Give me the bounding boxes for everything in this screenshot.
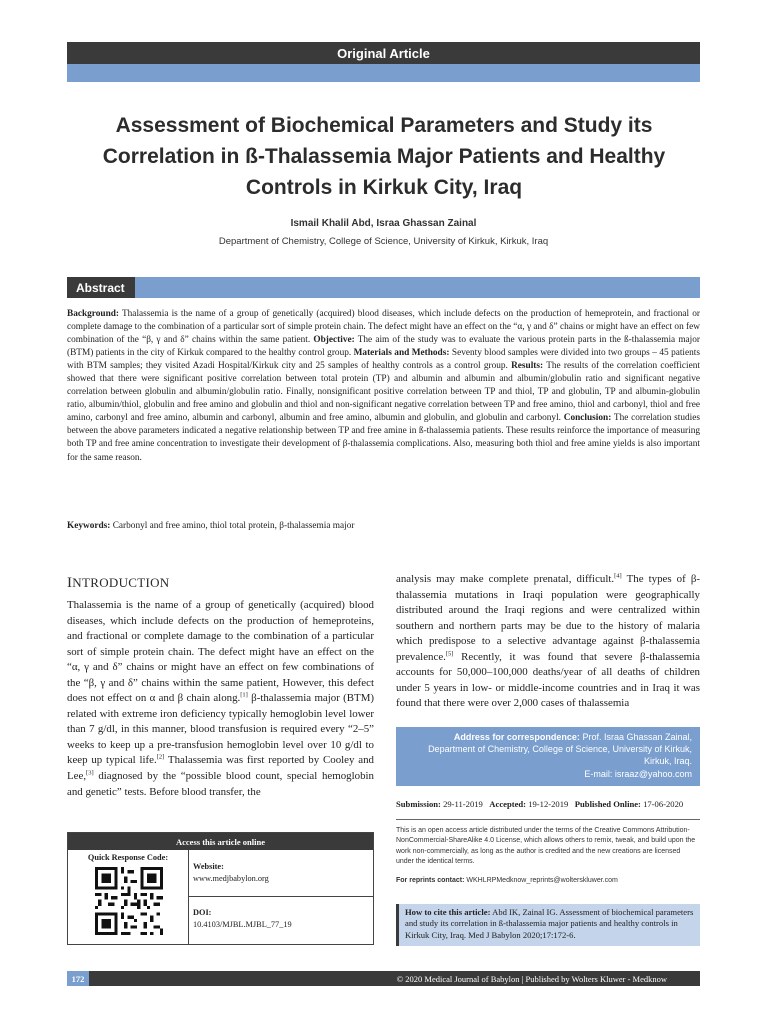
introduction-column-2: [396, 572, 700, 712]
citation-ref[interactable]: [2]: [156, 753, 165, 761]
accepted-date: 19-12-2019: [528, 799, 569, 809]
website-link[interactable]: www.medjbabylon.org: [193, 874, 269, 883]
methods-text: Seventy blood samples were divided into two groups – 45 patients with BTM samples; they visited Azadi Hospital/Kirkuk city and 25 samples of healthy controls as a control group.: [67, 348, 700, 372]
conclusion-label: Conclusion:: [563, 413, 612, 424]
reprints: [396, 877, 700, 884]
abstract-body: [67, 308, 700, 465]
authors: Ismail Khalil Abd, Israa Ghassan Zainal: [290, 218, 477, 229]
doi-label: DOI:: [193, 908, 212, 917]
keywords: [67, 520, 700, 533]
access-heading: Access this article online: [68, 833, 373, 850]
keywords-label: Keywords:: [67, 521, 111, 531]
access-box: [67, 832, 374, 945]
correspondence-label: Address for correspondence:: [453, 732, 580, 742]
keywords-text: Carbonyl and free amino, thiol total protein, β-thalassemia major: [112, 521, 355, 531]
results-label: Results:: [511, 361, 544, 372]
introduction-heading: [67, 575, 169, 592]
citation-ref[interactable]: [1]: [240, 691, 248, 699]
submission-date: 29-11-2019: [443, 799, 483, 809]
submission-label: Submission:: [396, 799, 441, 809]
paper-title: Assessment of Biochemical Parameters and Study its Correlation in ß-Thalassemia Major Patients and Healthy Controls in Kirkuk City, Iraq: [102, 114, 666, 199]
doi-link[interactable]: 10.4103/MJBL.MJBL_77_19: [193, 920, 292, 929]
reprints-email[interactable]: WKHLRPMedknow_reprints@wolterskluwer.com: [466, 877, 618, 884]
qr-cell: [68, 850, 189, 944]
divider: [396, 819, 700, 820]
license-text: This is an open access article distributed under the terms of the Creative Commons Attribution-NonCommercial-ShareAlike 4.0 License, which allows others to remix, tweak, and build upon the work non-commercially, as long as the author is credited and the new creations are licensed under the identical terms.: [396, 827, 696, 866]
page-number: 172: [67, 971, 89, 986]
website-label: Website:: [193, 862, 224, 871]
correspondence-name: Prof. Israa Ghassan Zainal,: [582, 732, 692, 742]
introduction-column-1: [67, 598, 374, 800]
abstract-heading: Abstract: [67, 277, 135, 298]
citation-box: [396, 904, 700, 946]
correspondence-email[interactable]: E-mail: israaz@yahoo.com: [584, 768, 692, 779]
footer-bar: [67, 971, 700, 986]
doi-cell: [188, 896, 373, 944]
conclusion-text: The correlation studies between the above parameters indicated a negative relationship between TP and free amine in ß-thalassemia patients. These results reinforce the importance of measuring both TP and free amine concentration to investigate their development of β-thalassemia complications. Also, measuring both thiol and free amine yields is also important for the same reason.: [67, 413, 700, 463]
intro-text: Thalassemia was first reported by Cooley and Lee,: [67, 754, 374, 783]
website-cell: [188, 850, 373, 897]
accepted-label: Accepted:: [489, 799, 527, 809]
qr-code-icon[interactable]: [95, 867, 163, 935]
intro-text: Thalassemia is the name of a group of genetically (acquired) blood diseases, which include defects on the production of hemeproteins, and fractional or complete damage to the combination of a particular sort of simple protein chain. The defect might have an effect on the “α, γ and δ” chains or might have an effect on few combinations of the “β, γ and δ” chains within the same patient, However, this defect does not effect on α and β chain along.: [67, 599, 374, 705]
intro-text: Recently, it was found that severe β-thalassemia accounts for 50,000–100,000 deaths/year of all deaths of children under 5 years in low- or middle-income countries and in Iraq it was found that there were over 2,000 cases of thalassemia: [396, 650, 700, 710]
methods-label: Materials and Methods:: [353, 348, 450, 359]
correspondence-box: [396, 727, 700, 786]
cite-label: How to cite this article:: [405, 907, 491, 917]
background-text: Thalassemia is the name of a group of genetically (acquired) blood diseases, which include defects on the production of hemeprotein, and fractional or complete damage to the combination of a particular sort of simple protein chain. The defect might have an effect on the “α, γ and δ” chains or might have an effect on few combination of the “β, γ and δ” chains within the same patient.: [67, 309, 701, 346]
citation-ref[interactable]: [3]: [86, 769, 94, 777]
published-date: 17-06-2020: [643, 799, 684, 809]
citation-ref[interactable]: [4]: [614, 572, 622, 580]
article-type-banner: [67, 42, 700, 64]
qr-label: Quick Response Code:: [87, 853, 169, 862]
intro-text: The types of β-thalassemia mutations in Iraqi population were geographically distributed around the Iraqi regions and were centralized within southern and northern parts may be due to the history of malaria which predispose to a selective advantage against β-thalassemia prevalence.: [396, 573, 700, 663]
article-type-label: Original Article: [337, 45, 430, 61]
citation-ref[interactable]: [5]: [445, 650, 454, 658]
results-text: The results of the correlation coefficient showed that there were significant positive correlation between total protein (TP) and albumin and albumin and albumin/globulin ratio and significant negative correlation between globulin and albumin/globulin ratio. Finally, nonsignificant positive correlation between TP and thiol, TP and globulin, TP and albumin-globulin ratio, albumin/thiol, globulin and free amino and globulin and thiol and non-significant negative correlation between TP and free amino, thiol and carbonyl, thiol and free amino, carbonyl and free amino, albumin and carbonyl, albumin and free amino, albumin and globulin, and globulin and carbonyl.: [67, 361, 700, 424]
abstract-header: [67, 277, 700, 298]
cite-text: Abd IK, Zainal IG. Assessment of biochemical parameters and study its correlation in ß-thalassemia major patients and healthy controls in Kirkuk City, Iraq. Med J Babylon 2020;17:172-6.: [405, 907, 694, 940]
introduction-heading-rest: NTRODUCTION: [72, 575, 170, 590]
intro-text: diagnosed by the “possible blood count, special hemoglobin and genetic” tests. Before blood transfer, the: [67, 770, 374, 798]
published-label: Published Online:: [574, 799, 641, 809]
correspondence-city: Kirkuk, Iraq.: [643, 756, 692, 767]
reprints-label: For reprints contact:: [396, 877, 465, 884]
banner-accent-bar: [67, 64, 700, 82]
footer-copyright: © 2020 Medical Journal of Babylon | Published by Wolters Kluwer - Medknow: [396, 973, 667, 984]
article-dates: [396, 799, 700, 809]
affiliation: Department of Chemistry, College of Science, University of Kirkuk, Kirkuk, Iraq: [218, 236, 549, 247]
background-label: Background:: [67, 309, 120, 319]
objective-text: The aim of the study was to evaluate the various protein parts in the ß-thalassemia major (BTM) patients in the city of Kirkuk compared to the healthy control group.: [67, 335, 701, 359]
intro-text: analysis may make complete prenatal, difficult.: [396, 573, 615, 585]
correspondence-dept: Department of Chemistry, College of Science, University of Kirkuk,: [428, 744, 692, 755]
intro-text: β-thalassemia major (BTM) related with extreme iron deficiency typically hemoglobin level lower than 7 g/dl, in this manner, blood transfusion is required every “2–5” weeks to keep up a pre-transfusion hemoglobin level over 10 g/dl to keep up typical life.: [67, 692, 374, 767]
introduction-heading-initial: I: [67, 575, 73, 591]
objective-label: Objective:: [313, 335, 355, 346]
